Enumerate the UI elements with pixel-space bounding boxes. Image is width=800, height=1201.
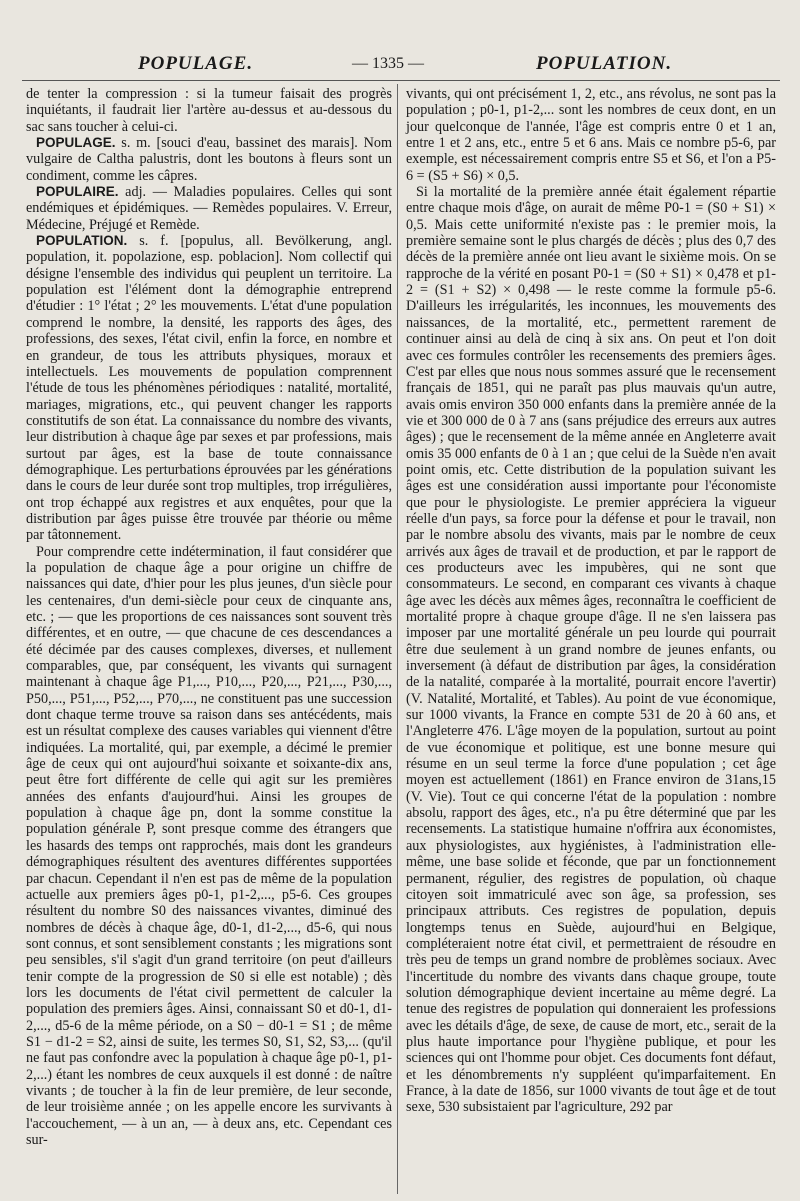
header-right-word: POPULATION. (536, 53, 673, 74)
left-column (26, 86, 392, 1148)
entry-headword: POPULATION. (36, 233, 128, 249)
paragraph: Si la mortalité de la première année était également répartie entre chaque mois d'âge, on aurait de même P0-1 = (S0 + S1) × 0,5. Mais cette uniformité n'existe pas : le premier mois, la première semaine sont le plus chargés de décès ; plus des 0,7 des décès de la première année ont lieu avant le sixième mois. On se rapproche de la vérité en posant P0-1 = (S0 + S1) × 0,478 et p1-2 = (S1 + S2) × 0,498 — le reste comme la formule p5-6. D'ailleurs les irrégularités, les inconnues, les mouvements des naissances, de la mortalité, etc., permettent rarement de continuer ainsi au delà de cinq à six ans. On peut et l'on doit avec ces formules contrôler les recensements des premiers âges. C'est par elles que nous nous sommes assuré que le recensement français de 1851, qui ne paraît pas plus mauvais qu'un autre, avais omis environ 350 000 enfants dans la première année de la vie et 300 000 de 0 à 7 ans (sans préjudice des erreurs aux autres âges) ; que le recensement de la même année en Angleterre avait omis 35 000 enfants de 0 à 1 an ; que celui de la Suède n'en avait point omis, etc. Cette distribution de la population suivant les âges est une considération aussi importante pour l'économiste que pour le physiologiste. Le premier appréciera la vigueur réelle d'un pays, sa force pour la défense et pour le travail, non par le nombre absolu des vivants, mais par le nombre de ceux arrivés aux âges de travail et de production, et par le rapport de ces producteurs avec les impubères, qui ne sont que consommateurs. Le second, en comparant ces vivants à chaque âge avec les décès aux mêmes âges, reconnaîtra le coefficient de mortalité propre à chaque groupe d'âge. Il ne s'en laissera pas imposer par une mortalité générale un peu lourde qui pourrait être due seulement à un grand nombre de jeunes enfants, ou inversement (à défaut de distribution par âges, la considération de la natalité, comparée à la mortalité, pourrait encore l'avertir) (V. Natalité, Mortalité, et Tables). Au point de vue économique, sur 1000 vivants, la France en compte 531 de 20 à 60 ans, et l'Angleterre 476. L'âge moyen de la population, surtout au point de vue économique et politique, est une bonne mesure qui résume en un seul terme la force d'une population ; cet âge moyen est actuellement (1861) en France environ de 31ans,15 (V. Vie). Tout ce qui concerne l'état de la population : nombre absolu, rapport des âges, etc., n'a pu être déterminé que par les recensements. La statistique humaine n'offrira aux économistes, aux physiologistes, aux hygiénistes, à l'administration elle-même, une base solide et féconde, que par un fonctionnement permanent, régulier, des registres de population, où chaque citoyen soit immatriculé avec son âge, sa profession, ses principaux attributs. Ces registres de population, depuis longtemps tenus en Suède, aujourd'hui en Belgique, compléteraient notre état civil, et permettraient de résoudre en très peu de temps un grand nombre de problèmes sociaux. Avec l'incertitude du nombre des vivants dans chaque groupe, toute solution démographique devient incertaine au même degré. La tenue des registres de population qui donneraient les professions avec les détails d'âge, de sexe, de cause de mort, etc., serait de la plus haute importance pour l'hygiène publique, et pour les sciences qui ont l'homme pour objet. Ces documents font défaut, et les dénombrements n'y suppléent qu'imparfaitement. En France, à la date de 1856, sur 1000 vivants de tout âge et de tout sexe, 530 subsistaient par l'agriculture, 292 par (406, 184, 776, 1116)
entry-body: adj. — Maladies populaires. Celles qui sont endémiques et épidémiques. — Remèdes populaires. V. Erreur, Médecine, Préjugé et Remède. (26, 184, 393, 233)
entry-populage (26, 135, 392, 184)
continued-paragraph: vivants, qui ont précisément 1, 2, etc., ans révolus, ne sont pas la population ; p0-1, p1-2,... sont les nombres de ceux dont, en un jour quelconque de l'année, l'âge est compris entre 0 et 1 an, entre 1 et 2 ans, etc., entre 5 et 6 ans. Mais ce nombre p5-6, par exemple, est nécessairement compris entre S5 et S6, et l'on a P5-6 = (S5 + S6) × 0,5. (406, 86, 776, 184)
running-header (0, 49, 800, 79)
header-rule (22, 80, 780, 81)
entry-body: s. f. [populus, all. Bevölkerung, angl. population, it. popolazione, esp. poblacion]. Nom collectif qui désigne l'ensemble des individus qui peuplent un territoire. La population est l'élément dont la démographie entreprend d'étudier : 1° l'état ; 2° les mouvements. L'état d'une population comprend le nombre, la densité, les rapports des âges, des professions, des sexes, l'état civil, enfin la force, en nombre et en grandeur, de tous les attributs physiques, moraux et intellectuels. Les mouvements de population comprennent l'étude de tous les phénomènes périodiques : natalité, mortalité, mariages, migrations, etc., qui peuvent changer les rapports constitutifs de son état. La connaissance du nombre des vivants, leur distribution à chaque âge par sexes et par professions, mais surtout par âges, est la base de toute connaissance démographique. Les perturbations éprouvées par les générations dans le cours de leur durée sont trop multiples, trop irrégulières, ont trop échappé aux registres et aux enquêtes, pour que la distribution par âges puisse être trouvée par théorie ou même par tâtonnement. (26, 233, 393, 544)
page-number: — 1335 — (352, 55, 424, 72)
entry-body: s. m. [souci d'eau, bassinet des marais]. Nom vulgaire de Caltha palustris, dont les boutons à fleurs sont un condiment, comme les câpres. (26, 135, 393, 184)
entry-headword: POPULAGE. (36, 135, 116, 151)
header-left-word: POPULAGE. (138, 53, 254, 74)
continued-paragraph: de tenter la compression : si la tumeur faisait des progrès inquiétants, il faudrait lier l'artère au-dessus et au-dessous du sac sans toucher à celui-ci. (26, 86, 392, 135)
entry-populaire (26, 184, 392, 233)
right-column (406, 86, 776, 1116)
entry-headword: POPULAIRE. (36, 184, 119, 200)
column-divider (397, 84, 398, 1194)
entry-population (26, 233, 392, 544)
paragraph: Pour comprendre cette indétermination, il faut considérer que la population de chaque âge a pour origine un chiffre de naissances qui date, d'hier pour les plus jeunes, d'un siècle pour les centenaires, d'un demi-siècle pour ceux de cinquante ans, etc. ; — que les proportions de ces naissances sont souvent très différentes, et en outre, — que chacune de ces descendances a été décimée par des causes complexes, diverses, et nullement comparables, que, par conséquent, les vivants qui surnagent maintenant à chaque âge P1,..., P10,..., P20,..., P21,..., P30,..., P50,..., P51,..., P52,..., P70,..., ne constituent pas une succession dont chaque terme trouve sa raison dans ses antécédents, mais est un résultat complexe des causes variables qui viennent d'être indiquées. La mortalité, qui, par exemple, a décimé le premier âge de ceux qui ont aujourd'hui soixante et soixante-dix ans, peut être fort différente de celle qui agit sur les premières années des enfants d'aujourd'hui. Ainsi les groupes de population à chaque âge pn, dont la somme constitue la population générale P, sont presque comme des étrangers que les hasards des temps ont rapprochés, mais dont les grandeurs démographiques résultent des aventures différentes supportées par chacun. Cependant il n'en est pas de même de la population actuelle aux premiers âges p0-1, p1-2,..., p5-6. Ces groupes résultent du nombre S0 des naissances vivantes, diminué des nombres de décès à chaque âge, d0-1, d1-2,..., d5-6, qui nous sont connus, et sont sensiblement constants ; les migrations sont peu sensibles, s'il s'agit d'un grand territoire (on peut d'ailleurs tenir compte de la progression de S0 si elle est notable) ; dès lors les documents de l'état civil permettent de calculer la population des premiers âges. Ainsi, connaissant S0 et d0-1, d1-2,..., d5-6 de la même période, on a S0 − d0-1 = S1 ; de même S1 − d1-2 = S2, ainsi de suite, les termes S0, S1, S2, S3,... (qu'il ne faut pas confondre avec la population à chaque âge p0-1, p1-2,...) étant les nombres de ceux auxquels il est donné : de naître vivants ; de toucher à la fin de leur première, de leur seconde, de leur troisième année ; on les appelle encore les survivants à l'accouchement, — à un an, — à deux ans, etc. Cependant ces sur- (26, 543, 392, 1148)
